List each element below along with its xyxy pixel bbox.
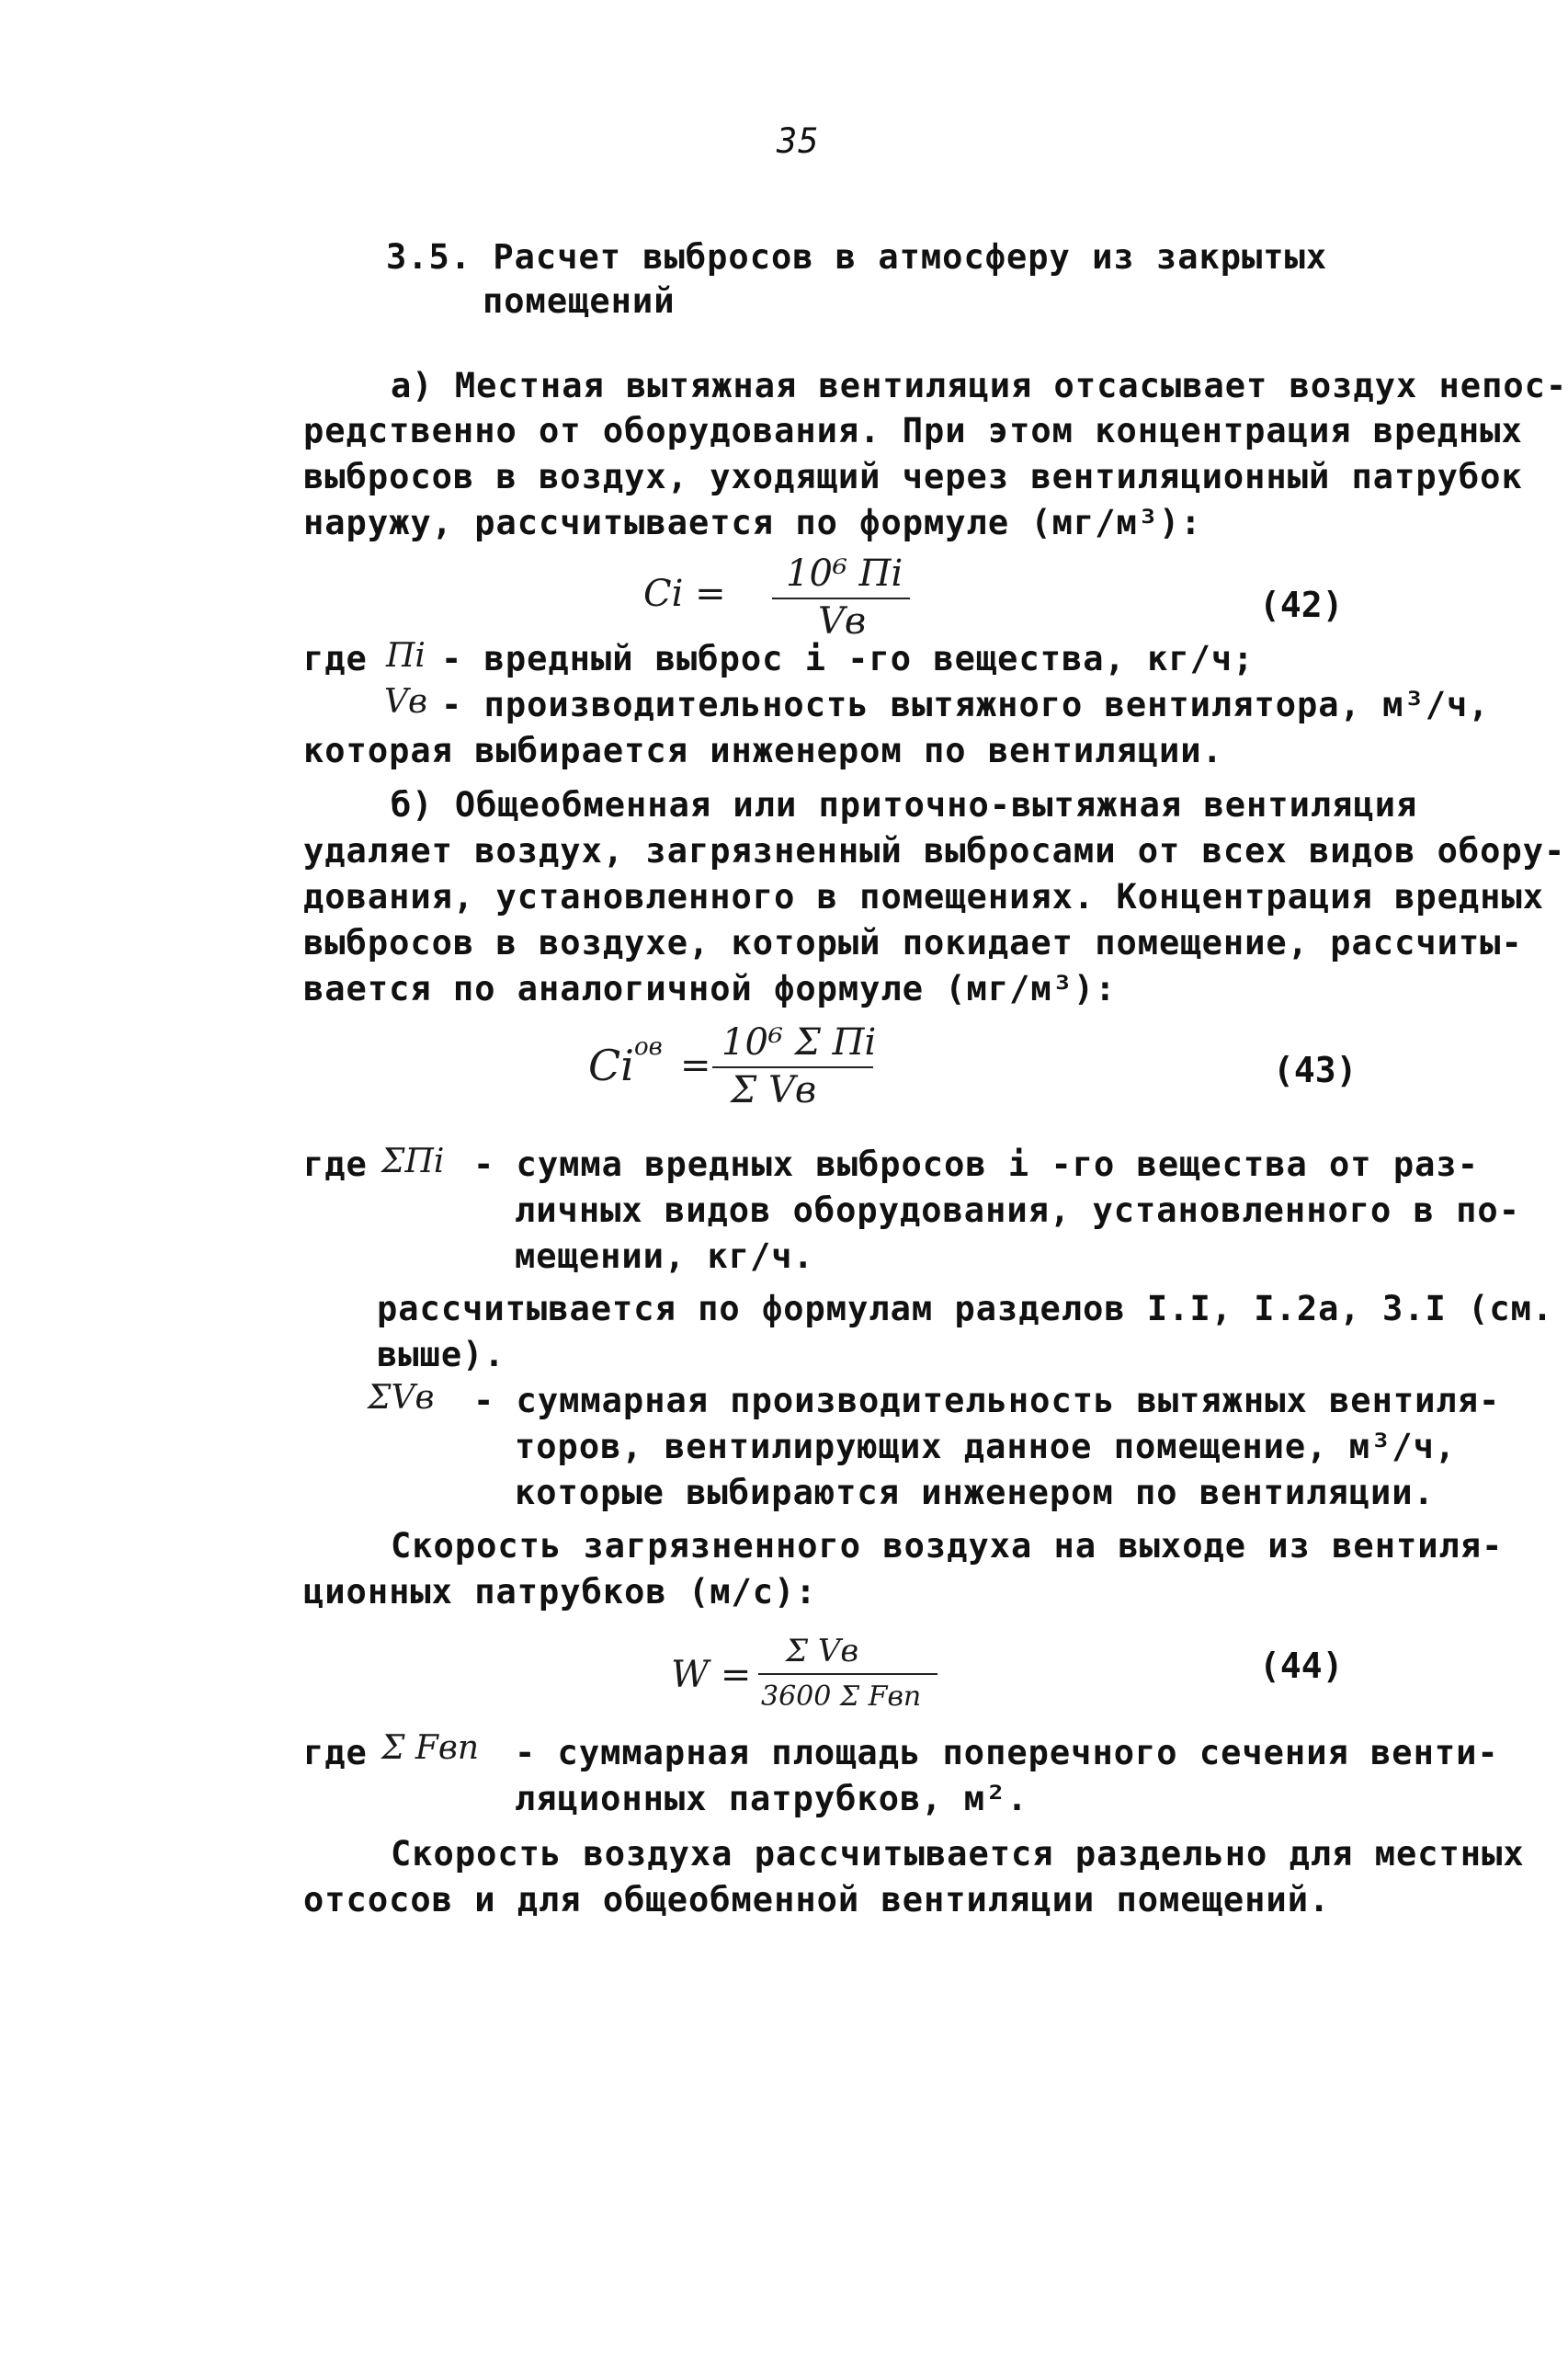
page-number: 35 [777,121,820,161]
where-label: где [303,1733,368,1772]
paragraph-line: б) Общеобменная или приточно-вытяжная вентиляция [391,785,1418,825]
paragraph-line: дования, установленного в помещениях. Концентрация вредных [303,877,1545,917]
paragraph-line: отсосов и для общеобменной вентиляции помещений. [303,1880,1331,1919]
definition-line: - суммарная производительность вытяжных вентиля- [473,1381,1501,1420]
eq-lhs: Ci = [643,573,726,615]
definition-line: - производительность вытяжного вентилятора, м³/ч, [441,685,1490,724]
eq-denominator: Vв [818,600,867,643]
symbol: Vв [384,683,427,721]
definition-line: ляционных патрубков, м². [515,1779,1028,1818]
eq-numerator: Σ Vв [786,1633,859,1669]
equation-number: (43) [1273,1050,1358,1090]
eq-denominator: Σ Vв [731,1069,817,1111]
paragraph-line: выбросов в воздух, уходящий через вентиляционный патрубок [303,457,1523,496]
paragraph-line: редственно от оборудования. При этом концентрация вредных [303,411,1523,450]
equation-number: (44) [1259,1646,1344,1686]
symbol: ΣПi [381,1143,445,1180]
definition-line: мещении, кг/ч. [515,1236,814,1276]
definition-line: - сумма вредных выбросов i -го вещества от раз- [473,1145,1479,1184]
eq-equals: = [680,1044,711,1087]
paragraph-line: Скорость воздуха рассчитывается раздельно для местных [391,1834,1525,1874]
eq-numerator: 10⁶ Σ Пi [722,1021,877,1064]
paragraph-line: Скорость загрязненного воздуха на выходе из вентиля- [391,1526,1504,1566]
equation-number: (42) [1259,585,1344,625]
symbol: Σ Fвп [381,1729,480,1767]
definition-line: которая выбирается инженером по вентиляции. [303,731,1223,770]
symbol: Пi [386,637,426,675]
eq-numerator: 10⁶ Пi [786,552,903,595]
section-title-cont: помещений [483,281,676,321]
eq-denominator: 3600 Σ Fвп [761,1680,922,1713]
eq-lhs-superscript: ов [634,1033,663,1061]
definition-line: торов, вентилирующих данное помещение, м³/ч, [515,1427,1457,1466]
paragraph-line: удаляет воздух, загрязненный выбросами от всех видов обору- [303,831,1566,871]
where-label: где [303,639,368,678]
paragraph-line: вается по аналогичной формуле (мг/м³): [303,969,1117,1008]
eq-lhs: W = [671,1654,752,1696]
eq-lhs: Ci [588,1041,634,1090]
definition-line: личных видов оборудования, установленного в по- [515,1190,1520,1230]
paragraph-line: выбросов в воздухе, который покидает помещение, рассчиты- [303,923,1523,963]
definition-line: которые выбираются инженером по вентиляции. [515,1473,1435,1512]
definition-line: рассчитывается по формулам разделов I.I, I.2а, 3.I (см. [377,1289,1554,1328]
where-label: где [303,1145,368,1184]
symbol: ΣVв [368,1379,435,1417]
definition-line: - суммарная площадь поперечного сечения венти- [515,1733,1499,1772]
section-title: 3.5. Расчет выбросов в атмосферу из закрытых [386,237,1328,277]
paragraph-line: наружу, рассчитывается по формуле (мг/м³): [303,503,1202,542]
paragraph-line: а) Местная вытяжная вентиляция отсасывает воздух непос- [391,366,1568,405]
definition-line: выше). [377,1335,506,1374]
definition-line: - вредный выброс i -го вещества, кг/ч; [441,639,1255,678]
paragraph-line: ционных патрубков (м/с): [303,1572,817,1612]
